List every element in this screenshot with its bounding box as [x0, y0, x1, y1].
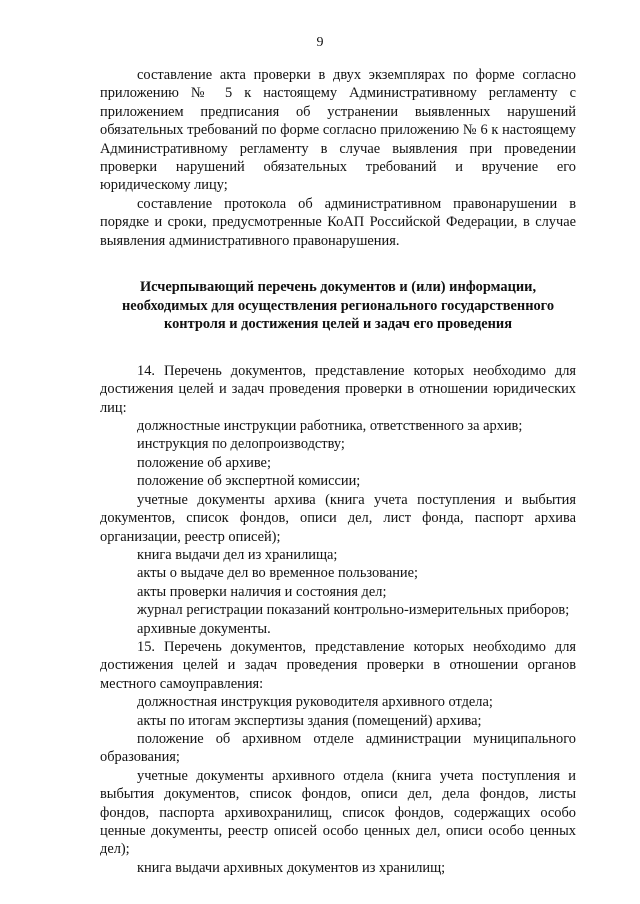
paragraph-protocol: составление протокола об административном правонарушении в порядке и сроки, предусмотренные КоАП Российской Федерации, в случае выявления административного правонарушения.	[100, 195, 576, 249]
list-item: должностные инструкции работника, ответственного за архив;	[137, 418, 523, 435]
list-item: положение об архиве;	[137, 454, 271, 471]
item-15-block	[100, 638, 576, 877]
list-item: положение об экспертной комиссии;	[137, 473, 361, 490]
list-item: акты проверки наличия и состояния дел;	[137, 583, 387, 600]
list-item: положение об архивном отделе администрации муниципального образования;	[100, 730, 576, 766]
list-item: учетные документы архивного отдела (книга учета поступления и выбытия документов, список фондов, описи дел, дела фондов, листы фондов, паспорта архивохранилищ, список фондов, содержащих особо ценные документы, реестр описей особо ценных дел, описи особо ценных дел);	[100, 767, 576, 858]
item-14-lead: 14. Перечень документов, представление которых необходимо для достижения целей и задач проведения проверки в отношении юридических лиц:	[100, 362, 576, 416]
list-item: архивные документы.	[137, 620, 271, 637]
list-item: инструкция по делопроизводству;	[137, 436, 345, 453]
paragraph-inspection-act: составление акта проверки в двух экземплярах по форме согласно приложению № 5 к настоящему Административному регламенту с приложением предписания об устранении выявленных нарушений обязательных требований по форме согласно приложению № 6 к настоящему Административному регламенту в случае выявления при проведении проверки нарушений обязательных требований и вручение его юридическому лицу;	[100, 67, 576, 194]
page-number: 9	[316, 35, 324, 50]
document-body	[100, 66, 576, 877]
list-item: книга выдачи дел из хранилища;	[137, 546, 338, 563]
intro-block	[100, 66, 576, 250]
section-heading: Исчерпывающий перечень документов и (или) информации, необходимых для осуществления регионального государственного контроля и достижения целей и задач его проведения	[121, 279, 555, 333]
list-item: акты по итогам экспертизы здания (помещений) архива;	[137, 712, 482, 729]
list-item: учетные документы архива (книга учета поступления и выбытия документов, список фондов, описи дел, лист фонда, паспорт архива организации, реестр описей);	[100, 491, 576, 545]
list-item: журнал регистрации показаний контрольно-измерительных приборов;	[137, 602, 570, 619]
list-item: книга выдачи архивных документов из хранилищ;	[137, 859, 446, 876]
list-item: акты о выдаче дел во временное пользование;	[137, 565, 418, 582]
item-14-block	[100, 362, 576, 638]
item-15-lead: 15. Перечень документов, представление которых необходимо для достижения целей и задач проведения проверки в отношении органов местного самоуправления:	[100, 638, 576, 692]
list-item: должностная инструкция руководителя архивного отдела;	[137, 694, 493, 711]
